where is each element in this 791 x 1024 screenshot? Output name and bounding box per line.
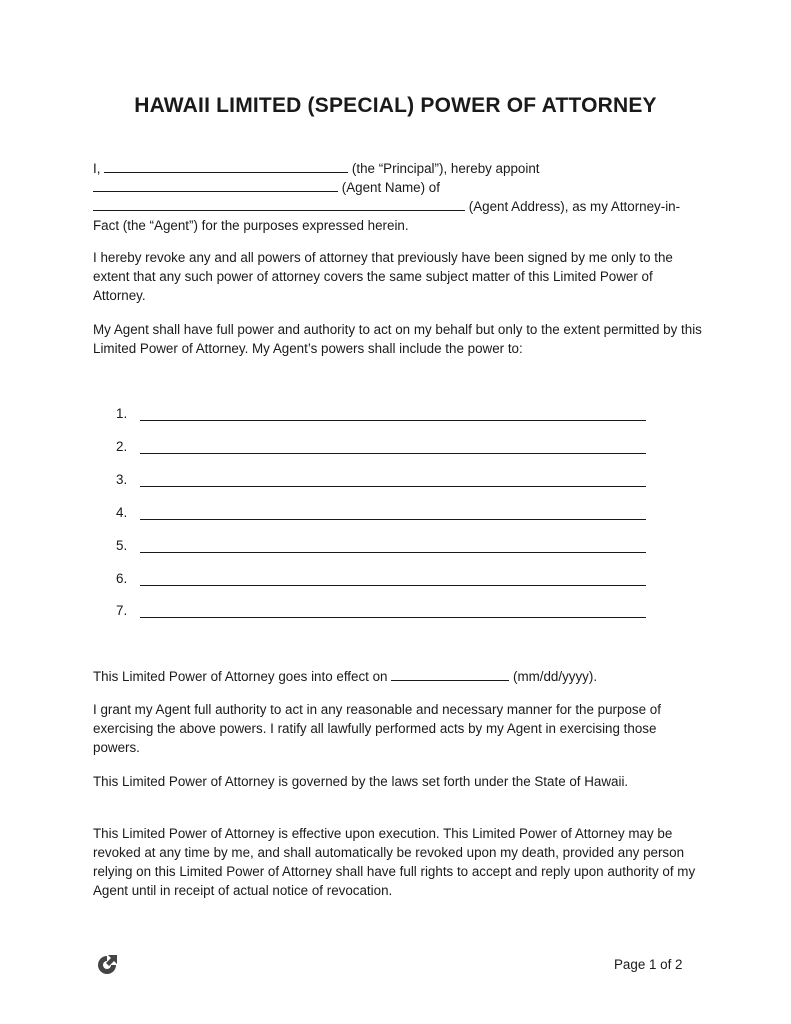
governing-law: This Limited Power of Attorney is governed by the laws set forth under the State of Hawaii. bbox=[93, 774, 629, 789]
intro-closing: Fact (the “Agent”) for the purposes expressed herein. bbox=[93, 218, 409, 233]
intro-line-1 bbox=[93, 159, 539, 178]
execution-paragraph: This Limited Power of Attorney is effective upon execution. This Limited Power of Attorney may be revoked at any time by me, and shall automatically be revoked upon my death, provided any person relying on this Limited Power of Attorney shall have full rights to accept and reply upon authority of my Agent until in receipt of actual notice of revocation. bbox=[93, 826, 696, 898]
effective-date-prefix: This Limited Power of Attorney goes into effect on bbox=[93, 669, 388, 684]
document-title: HAWAII LIMITED (SPECIAL) POWER OF ATTORNEY bbox=[134, 94, 657, 117]
power-field-2[interactable] bbox=[140, 453, 646, 454]
power-field-3[interactable] bbox=[140, 486, 646, 487]
power-number: 4. bbox=[116, 505, 128, 520]
intro-prefix: I, bbox=[93, 161, 101, 176]
power-field-6[interactable] bbox=[140, 585, 646, 586]
intro-line-2 bbox=[93, 178, 440, 197]
eforms-arrow-logo-icon bbox=[95, 953, 119, 982]
intro-line-3 bbox=[93, 197, 680, 216]
revocation-paragraph: I hereby revoke any and all powers of attorney that previously have been signed by me only to the extent that any such power of attorney covers the same subject matter of this Limited Power of Attorney. bbox=[93, 250, 673, 303]
power-number: 1. bbox=[116, 406, 128, 421]
agent-address-field[interactable] bbox=[93, 197, 465, 211]
principal-label: (the “Principal”), hereby appoint bbox=[351, 161, 540, 176]
grant-paragraph: I grant my Agent full authority to act in any reasonable and necessary manner for the purpose of exercising the above powers. I ratify all lawfully performed acts by my Agent in exercising those powers. bbox=[93, 702, 661, 755]
effective-date-line bbox=[93, 667, 597, 686]
principal-name-field[interactable] bbox=[104, 159, 348, 173]
power-field-4[interactable] bbox=[140, 519, 646, 520]
power-field-5[interactable] bbox=[140, 552, 646, 553]
power-field-1[interactable] bbox=[140, 420, 646, 421]
power-number: 2. bbox=[116, 439, 128, 454]
effective-date-field[interactable] bbox=[391, 667, 509, 681]
agent-name-label: (Agent Name) of bbox=[341, 180, 440, 195]
power-number: 6. bbox=[116, 571, 128, 586]
power-number: 5. bbox=[116, 538, 128, 553]
power-number: 7. bbox=[116, 603, 128, 618]
agent-name-field[interactable] bbox=[93, 178, 338, 192]
authority-paragraph: My Agent shall have full power and authority to act on my behalf but only to the extent permitted by this Limited Power of Attorney. My Agent’s powers shall include the power to: bbox=[93, 322, 702, 356]
power-number: 3. bbox=[116, 472, 128, 487]
page-number: Page 1 of 2 bbox=[614, 957, 683, 972]
effective-date-format: (mm/dd/yyyy). bbox=[512, 669, 598, 684]
power-field-7[interactable] bbox=[140, 617, 646, 618]
agent-address-label: (Agent Address), as my Attorney-in- bbox=[468, 199, 681, 214]
